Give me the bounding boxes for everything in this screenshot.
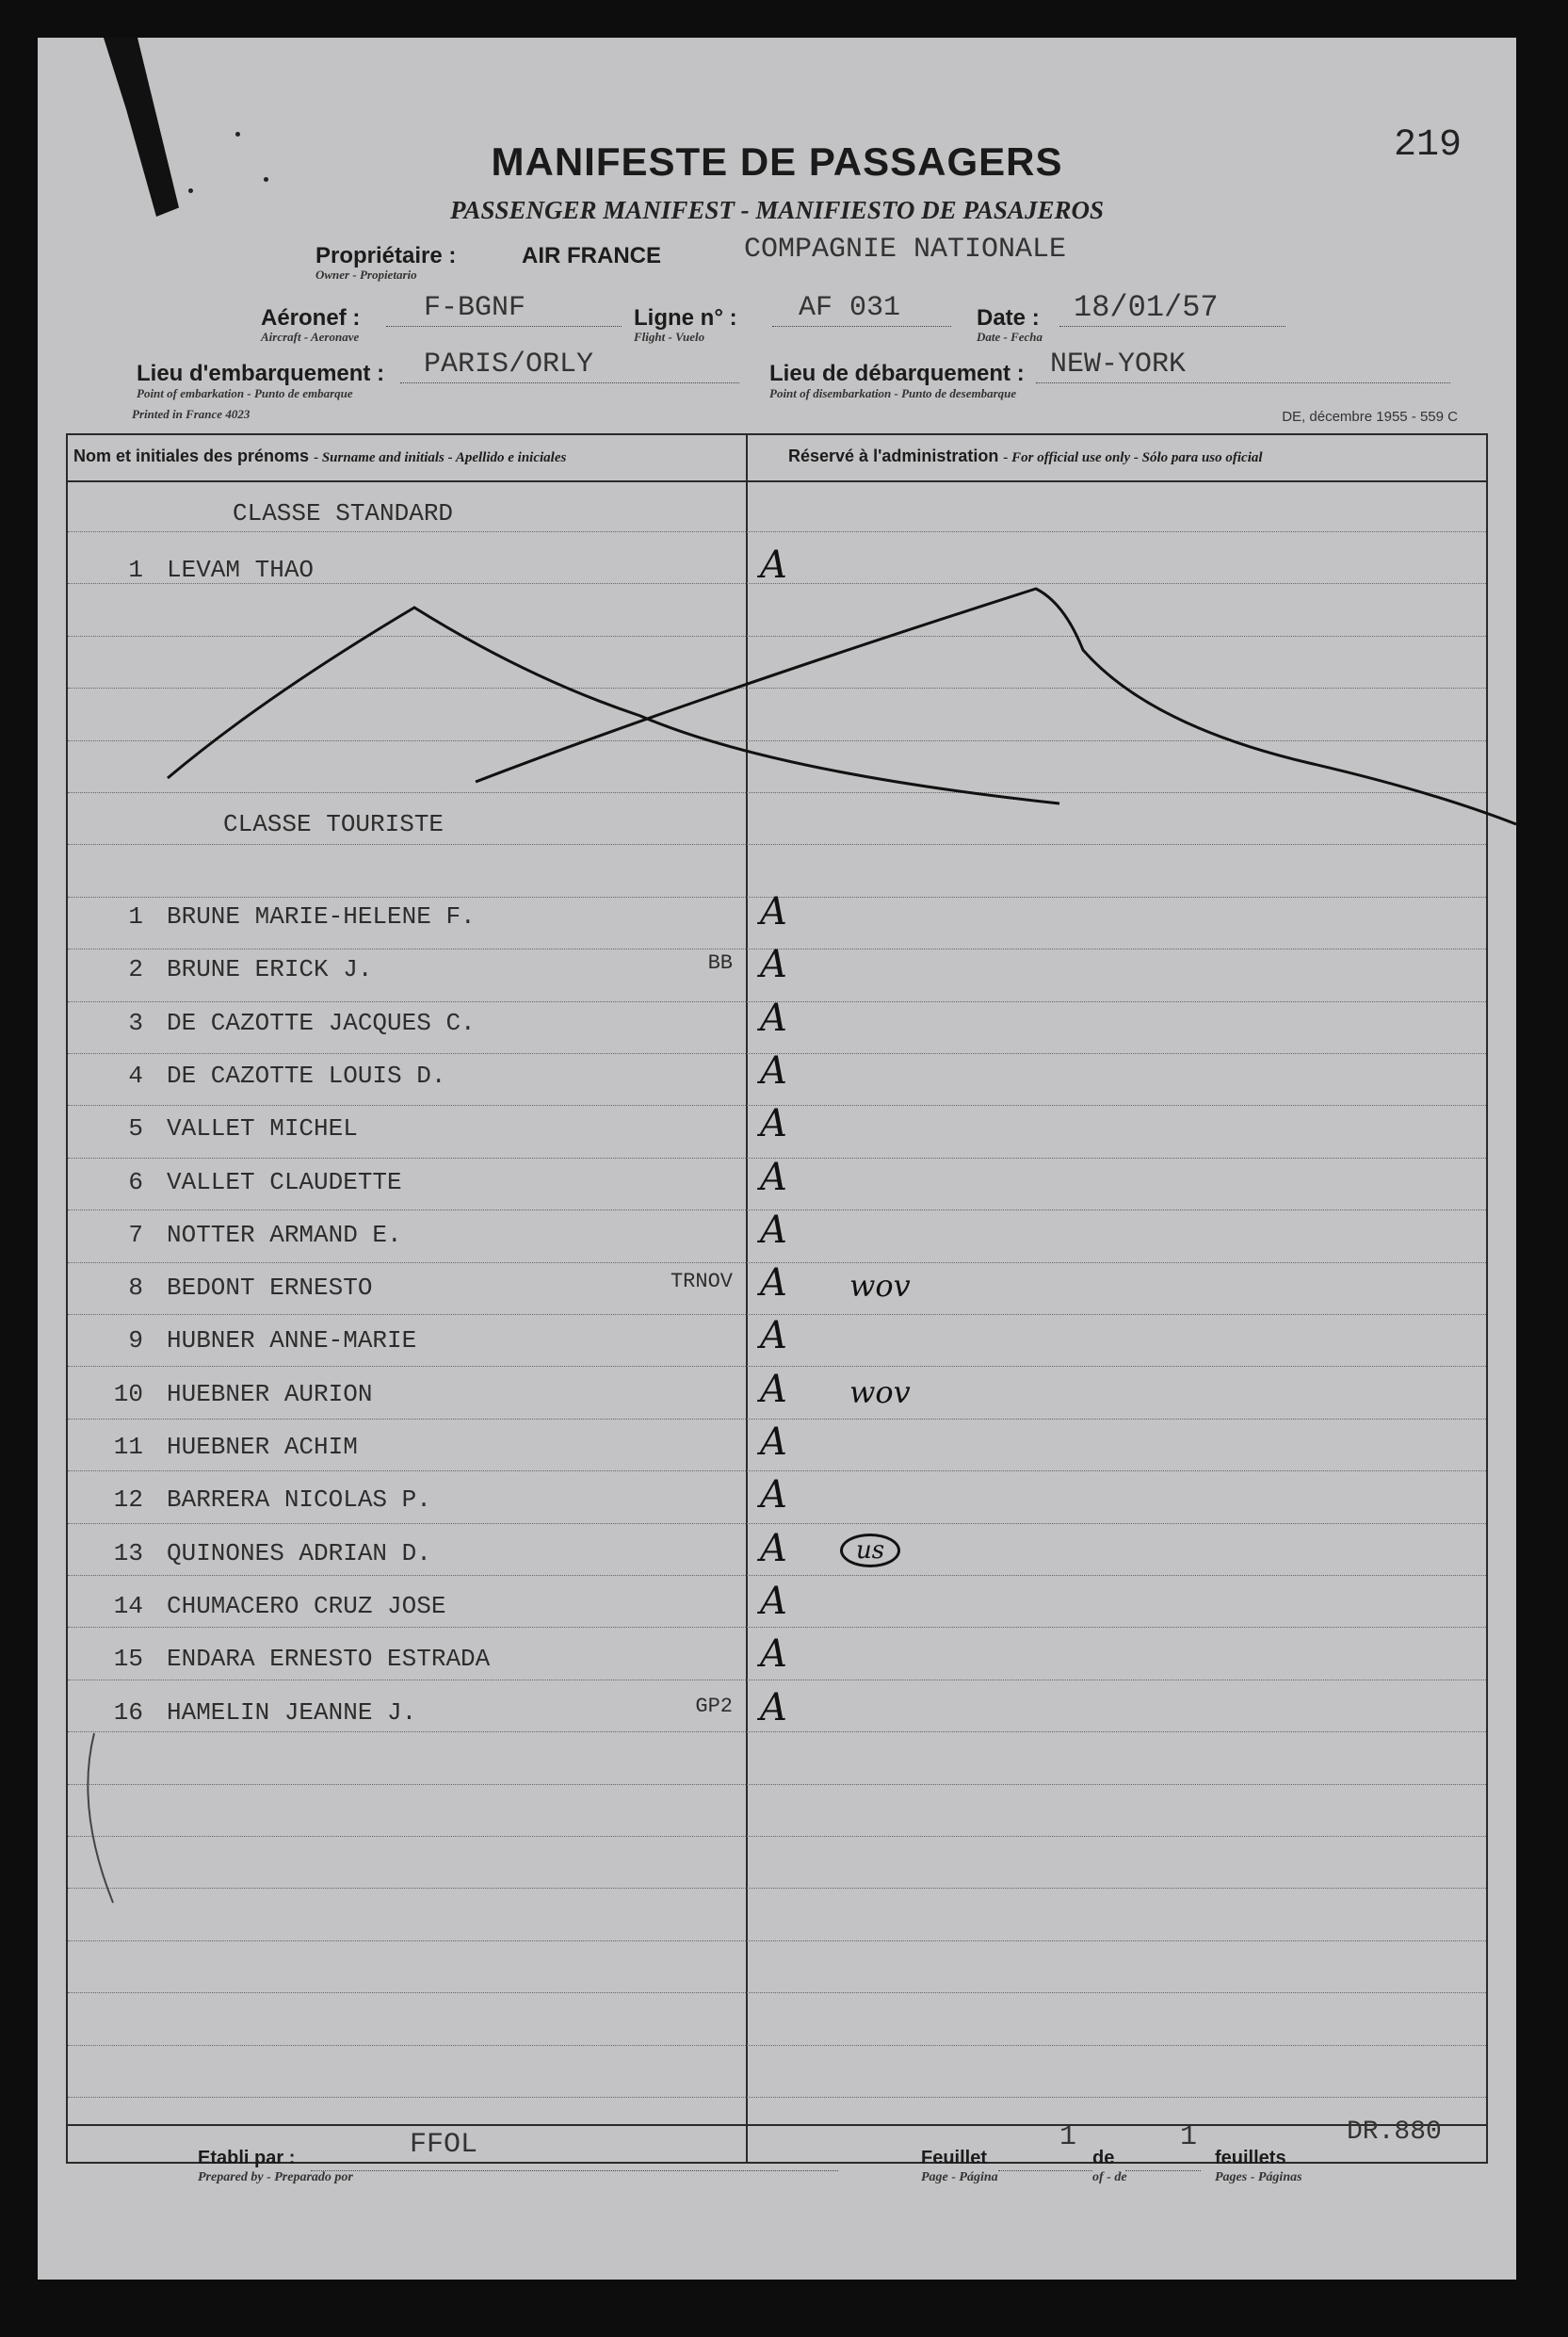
passenger-number: 12 (113, 1485, 143, 1515)
passenger-number: 10 (113, 1379, 143, 1408)
embarkation-value: PARIS/ORLY (424, 349, 594, 381)
aircraft-sublabel: Aircraft - Aeronave (261, 330, 360, 344)
passenger-number: 4 (128, 1061, 143, 1090)
line-sublabel: Flight - Vuelo (634, 330, 705, 344)
sheet-value: 1 (1059, 2121, 1077, 2153)
admin-mark: A (760, 544, 787, 587)
disembarkation-label: Lieu de débarquement : (769, 361, 1025, 386)
sheet-line (998, 2170, 1092, 2171)
passenger-name: NOTTER ARMAND E. (167, 1220, 402, 1249)
of-line (1125, 2170, 1201, 2171)
passenger-name: HUBNER ANNE-MARIE (167, 1326, 417, 1355)
passenger-name: HUEBNER ACHIM (167, 1433, 358, 1461)
passenger-number: 15 (113, 1645, 143, 1674)
owner-typed-value: COMPAGNIE NATIONALE (744, 234, 1067, 266)
date-label: Date : (977, 305, 1040, 331)
passenger-name: BRUNE MARIE-HELENE F. (167, 902, 476, 931)
document-reference: DR.880 (1347, 2118, 1442, 2147)
admin-note: wov (849, 1373, 911, 1410)
admin-mark: A (760, 1473, 787, 1517)
admin-column-header-label: Réservé à l'administration (788, 446, 999, 465)
form-reference: DE, décembre 1955 - 559 C (1282, 409, 1458, 425)
passenger-code: BB (707, 951, 733, 976)
admin-mark: A (760, 943, 787, 987)
aircraft-value: F-BGNF (424, 292, 526, 324)
passenger-number: 2 (128, 955, 143, 984)
passenger-name: CHUMACERO CRUZ JOSE (167, 1591, 446, 1620)
owner-label: Propriétaire : (315, 243, 457, 268)
date-sublabel: Date - Fecha (977, 330, 1043, 344)
passenger-name: VALLET CLAUDETTE (167, 1167, 402, 1196)
aircraft-label: Aéronef : (261, 305, 361, 331)
passenger-number: 8 (128, 1274, 143, 1303)
total-sheets-sublabel: Pages - Páginas (1215, 2170, 1302, 2184)
passenger-code: TRNOV (670, 1270, 733, 1294)
passenger-number: 7 (128, 1220, 143, 1249)
passenger-number: 5 (128, 1114, 143, 1144)
passenger-code: GP2 (695, 1694, 733, 1718)
disembarkation-sublabel: Point of disembarkation - Punto de desembarque (769, 386, 1017, 400)
passenger-name: DE CAZOTTE JACQUES C. (167, 1008, 476, 1037)
sheet-label: Feuillet (921, 2148, 988, 2168)
prepared-by-line (311, 2170, 838, 2171)
admin-mark: A (760, 1155, 787, 1199)
admin-mark: A (760, 1420, 787, 1464)
owner-sublabel: Owner - Propietario (315, 268, 417, 282)
manifest-sheet (38, 38, 1516, 2280)
passenger-number: 6 (128, 1167, 143, 1196)
disembarkation-value: NEW-YORK (1050, 349, 1187, 381)
admin-mark: A (760, 890, 787, 933)
prepared-by-sublabel: Prepared by - Preparado por (198, 2170, 353, 2184)
page-number: 219 (1393, 124, 1462, 167)
passenger-name: LEVAM THAO (167, 556, 315, 584)
admin-mark: A (760, 1314, 787, 1358)
cancellation-strokes (38, 38, 1516, 2280)
total-sheets-label: feuillets (1215, 2148, 1286, 2168)
admin-mark: A (760, 1367, 787, 1411)
sheet-sublabel: Page - Página (921, 2170, 998, 2184)
admin-mark: A (760, 1048, 787, 1093)
total-sheets-value: 1 (1180, 2121, 1198, 2153)
passenger-name: ENDARA ERNESTO ESTRADA (167, 1645, 491, 1674)
admin-column-header-sub: - For official use only - Sólo para uso oficial (1003, 450, 1263, 465)
page-subtitle: PASSENGER MANIFEST - MANIFIESTO DE PASAJEROS (450, 196, 1104, 224)
embarkation-label: Lieu d'embarquement : (137, 361, 385, 386)
passenger-number: 3 (128, 1008, 143, 1037)
passenger-number: 1 (128, 556, 143, 584)
passenger-name: HAMELIN JEANNE J. (167, 1697, 417, 1727)
passenger-number: 16 (113, 1697, 143, 1727)
line-value: AF 031 (799, 292, 901, 324)
passenger-name: DE CAZOTTE LOUIS D. (167, 1061, 446, 1090)
admin-mark: A (760, 1685, 787, 1729)
admin-mark: A (760, 1102, 787, 1146)
tourist-class-heading: CLASSE TOURISTE (223, 810, 445, 838)
admin-mark: A (760, 1632, 787, 1677)
standard-class-heading: CLASSE STANDARD (233, 499, 454, 527)
passenger-name: HUEBNER AURION (167, 1379, 373, 1408)
admin-mark: A (760, 1526, 787, 1570)
admin-mark: A (760, 1261, 787, 1306)
owner-printed-value: AIR FRANCE (522, 243, 661, 268)
name-column-header-label: Nom et initiales des prénoms (73, 446, 310, 465)
passenger-number: 14 (113, 1591, 143, 1620)
passenger-number: 1 (128, 902, 143, 931)
of-sublabel: of - de (1092, 2170, 1127, 2184)
date-value: 18/01/57 (1074, 290, 1219, 325)
prepared-by-value: FFOL (410, 2129, 478, 2161)
embarkation-sublabel: Point of embarkation - Punto de embarque (137, 386, 353, 400)
passenger-name: VALLET MICHEL (167, 1114, 358, 1144)
admin-mark: A (760, 996, 787, 1040)
page-title: MANIFESTE DE PASSAGERS (491, 139, 1063, 184)
printed-note: Printed in France 4023 (132, 407, 251, 421)
passenger-name: BARRERA NICOLAS P. (167, 1485, 431, 1515)
passenger-name: QUINONES ADRIAN D. (167, 1538, 431, 1567)
passenger-number: 13 (113, 1538, 143, 1567)
admin-note: wov (849, 1268, 911, 1305)
passenger-number: 9 (128, 1326, 143, 1355)
passenger-number: 11 (113, 1433, 143, 1461)
line-label: Ligne n° : (634, 305, 737, 331)
of-label: de (1092, 2148, 1115, 2168)
admin-note: us (840, 1534, 900, 1567)
prepared-by-label: Etabli par : (198, 2148, 296, 2168)
name-column-header-sub: - Surname and initials - Apellido e iniciales (314, 450, 567, 465)
admin-mark: A (760, 1579, 787, 1623)
passenger-name: BRUNE ERICK J. (167, 955, 373, 984)
admin-mark: A (760, 1208, 787, 1252)
passenger-name: BEDONT ERNESTO (167, 1274, 373, 1303)
